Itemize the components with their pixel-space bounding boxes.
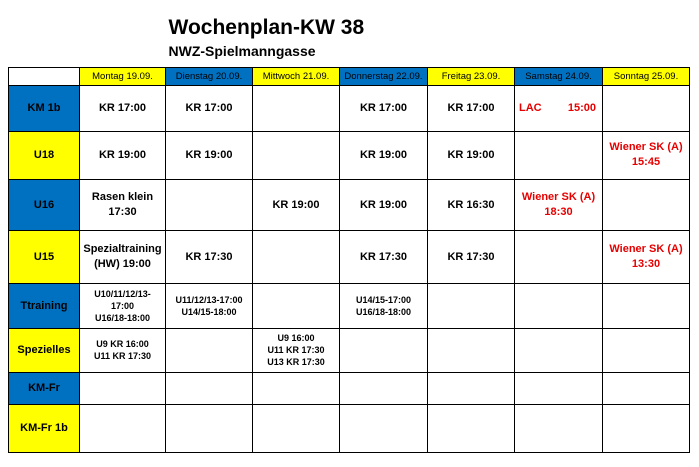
- schedule-cell: [515, 404, 603, 452]
- cell-line: U11 KR 17:30: [93, 351, 152, 361]
- schedule-cell: [603, 404, 690, 452]
- schedule-cell: [253, 372, 340, 404]
- schedule-cell: [603, 179, 690, 230]
- match-opponent: Wiener SK (A): [609, 242, 683, 255]
- schedule-row: [9, 131, 690, 179]
- schedule-cell: [253, 85, 340, 131]
- schedule-cell: [515, 230, 603, 283]
- schedule-cell: [80, 230, 166, 283]
- schedule-cell: [340, 328, 428, 372]
- schedule-cell: KR 16:30: [428, 179, 515, 230]
- day-header-thursday: Donnerstag 22.09.: [340, 67, 428, 85]
- schedule-cell: KR 17:30: [166, 230, 253, 283]
- cell-line: U16/18-18:00: [355, 306, 412, 317]
- schedule-row: [9, 328, 690, 372]
- schedule-cell: [166, 328, 253, 372]
- schedule-cell: [80, 372, 166, 404]
- schedule-cell: [603, 283, 690, 328]
- cell-line: Spezialtraining: [83, 242, 162, 255]
- row-label: U16: [9, 179, 80, 230]
- match-opponent: LAC: [519, 102, 542, 114]
- day-header-row: [9, 67, 690, 85]
- day-header-wednesday: Mittwoch 21.09.: [253, 67, 340, 85]
- schedule-cell: [253, 230, 340, 283]
- cell-line: U9 16:00: [277, 333, 315, 343]
- row-label: U18: [9, 131, 80, 179]
- day-header-friday: Freitag 23.09.: [428, 67, 515, 85]
- cell-line: 17:30: [108, 205, 137, 218]
- match-time: 13:30: [631, 257, 661, 270]
- schedule-cell: [340, 404, 428, 452]
- day-header-sunday: Sonntag 25.09.: [603, 67, 690, 85]
- schedule-cell: [340, 372, 428, 404]
- schedule-cell: [253, 283, 340, 328]
- page-title: Wochenplan-KW 38: [168, 16, 365, 39]
- schedule-cell: [428, 372, 515, 404]
- row-label: KM-Fr 1b: [9, 404, 80, 452]
- schedule-cell: KR 19:00: [80, 131, 166, 179]
- schedule-cell: KR 17:30: [340, 230, 428, 283]
- schedule-cell: KR 17:00: [166, 85, 253, 131]
- schedule-cell: [166, 404, 253, 452]
- schedule-cell: KR 17:00: [80, 85, 166, 131]
- schedule-cell: KR 17:00: [428, 85, 515, 131]
- cell-line: U13 KR 17:30: [267, 357, 325, 367]
- schedule-row: [9, 85, 690, 131]
- cell-line: U11 KR 17:30: [267, 345, 325, 355]
- schedule-row: [9, 230, 690, 283]
- schedule-cell: [80, 179, 166, 230]
- schedule-cell: [428, 283, 515, 328]
- day-header-saturday: Samstag 24.09.: [515, 67, 603, 85]
- row-label: Ttraining: [9, 283, 80, 328]
- match-time: 15:00: [567, 102, 596, 114]
- schedule-cell: [166, 372, 253, 404]
- schedule-row: [9, 372, 690, 404]
- schedule-cell: [428, 328, 515, 372]
- weekly-schedule-table: [8, 8, 690, 453]
- schedule-cell: [80, 328, 166, 372]
- schedule-cell: [80, 283, 166, 328]
- schedule-cell: [515, 372, 603, 404]
- schedule-cell: KR 19:00: [166, 131, 253, 179]
- cell-line: U16/18-18:00: [94, 312, 151, 323]
- schedule-cell: [428, 404, 515, 452]
- schedule-cell: [515, 179, 603, 230]
- schedule-cell: KR 19:00: [428, 131, 515, 179]
- schedule-cell: [166, 179, 253, 230]
- schedule-cell: [603, 372, 690, 404]
- schedule-row: [9, 179, 690, 230]
- schedule-cell: [253, 404, 340, 452]
- schedule-cell: [80, 404, 166, 452]
- schedule-cell: [603, 85, 690, 131]
- header-corner: [9, 67, 80, 85]
- schedule-row: [9, 283, 690, 328]
- day-header-tuesday: Dienstag 20.09.: [166, 67, 253, 85]
- cell-line: U11/12/13-17:00: [175, 294, 243, 305]
- schedule-cell: KR 19:00: [340, 179, 428, 230]
- cell-line: U10/11/12/13-: [94, 288, 151, 299]
- cell-line: 17:00: [110, 300, 135, 311]
- schedule-cell: [253, 131, 340, 179]
- match-time: 18:30: [544, 205, 573, 218]
- schedule-cell: [515, 85, 603, 131]
- row-label: KM-Fr: [9, 372, 80, 404]
- schedule-sheet: [8, 8, 689, 451]
- cell-line: Rasen klein: [91, 190, 154, 203]
- schedule-cell: [515, 131, 603, 179]
- cell-line: (HW) 19:00: [94, 257, 151, 270]
- row-label: Spezielles: [9, 328, 80, 372]
- schedule-cell: KR 19:00: [253, 179, 340, 230]
- schedule-cell: [340, 283, 428, 328]
- schedule-cell: [515, 328, 603, 372]
- match-opponent: Wiener SK (A): [609, 141, 683, 153]
- row-label: KM 1b: [9, 85, 80, 131]
- schedule-cell: KR 19:00: [340, 131, 428, 179]
- match-time: 15:45: [631, 156, 661, 168]
- cell-line: U9 KR 16:00: [96, 339, 149, 349]
- schedule-cell: [603, 131, 690, 179]
- cell-line: U14/15-17:00: [355, 294, 412, 305]
- schedule-cell: [603, 328, 690, 372]
- schedule-cell: KR 17:30: [428, 230, 515, 283]
- schedule-cell: [253, 328, 340, 372]
- schedule-cell: KR 17:00: [340, 85, 428, 131]
- match-opponent: Wiener SK (A): [521, 190, 596, 203]
- schedule-cell: [166, 283, 253, 328]
- cell-line: U14/15-18:00: [181, 306, 237, 317]
- row-label: U15: [9, 230, 80, 283]
- schedule-cell: [515, 283, 603, 328]
- title-area: [9, 8, 690, 67]
- schedule-row: [9, 404, 690, 452]
- page-subtitle: NWZ-Spielmanngasse: [168, 43, 316, 59]
- schedule-cell: [603, 230, 690, 283]
- day-header-monday: Montag 19.09.: [80, 67, 166, 85]
